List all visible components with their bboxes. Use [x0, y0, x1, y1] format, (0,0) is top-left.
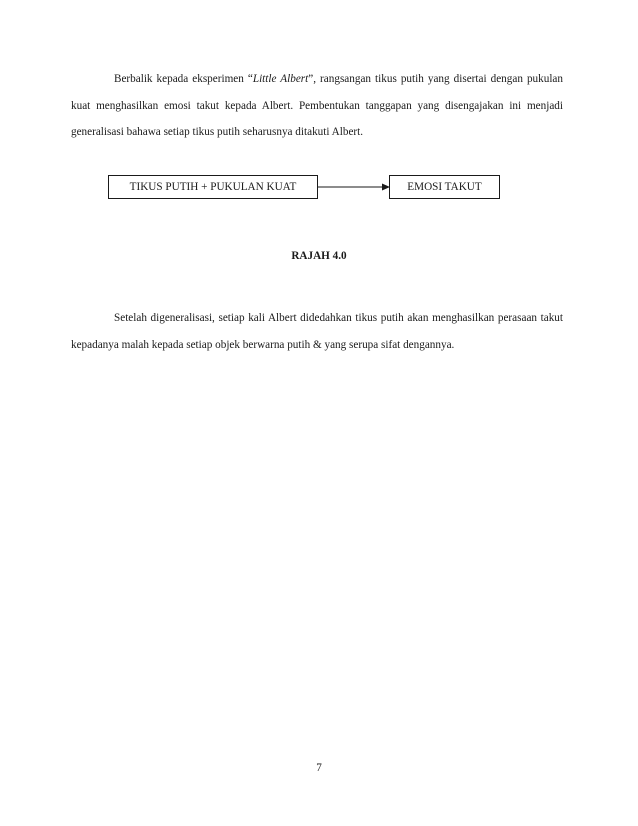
- paragraph-1-italic-term: Little Albert: [252, 73, 309, 85]
- diagram-arrow-icon: [318, 180, 390, 194]
- diagram-stimulus-box: TIKUS PUTIH + PUKULAN KUAT: [108, 175, 318, 199]
- paragraph-1-lead-text: Berbalik kepada eksperimen “: [114, 73, 253, 85]
- paragraph-little-albert: [71, 66, 563, 146]
- paragraph-generalisation: Setelah digeneralisasi, setiap kali Albert didedahkan tikus putih akan menghasilkan perasaan takut kepadanya malah kepada setiap objek berwarna putih & yang serupa sifat dengannya.: [71, 312, 563, 351]
- page-number: 7: [316, 762, 322, 774]
- paragraph-1-rest-text: ”, rangsangan tikus putih yang disertai dengan pukulan kuat menghasilkan emosi takut kepada Albert. Pembentukan tanggapan yang disengajakan ini menjadi generalisasi bahawa setiap tikus putih seharusnya ditakuti Albert.: [71, 73, 563, 138]
- diagram-response-box: EMOSI TAKUT: [389, 175, 500, 199]
- figure-label: RAJAH 4.0: [291, 250, 347, 262]
